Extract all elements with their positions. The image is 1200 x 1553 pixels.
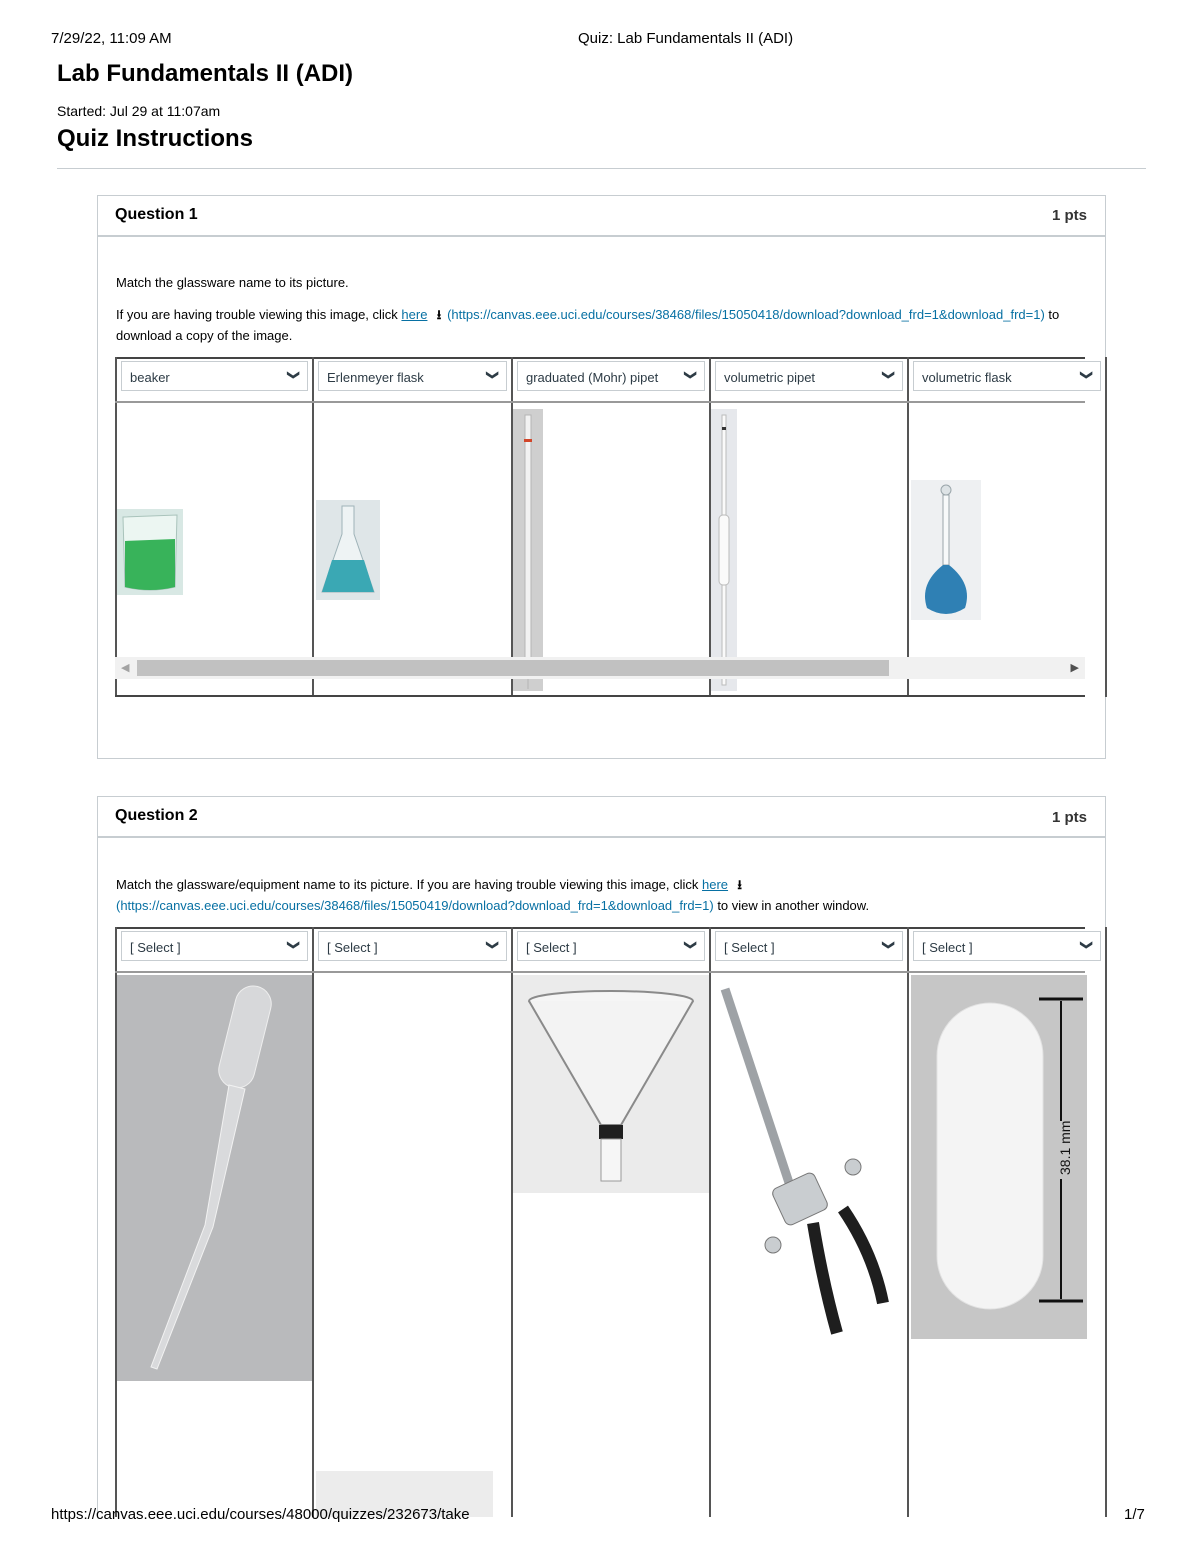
stir-bar-image xyxy=(911,975,1087,1339)
scrollbar-thumb[interactable] xyxy=(137,660,889,676)
help-text: Match the glassware/equipment name to its picture. If you are having trouble viewing this image, click xyxy=(116,877,703,892)
question-1-match-grid xyxy=(115,357,1094,697)
question-1-prompt: Match the glassware name to its picture. xyxy=(116,275,349,290)
graduated-pipet-image xyxy=(513,409,543,691)
match-column-5 xyxy=(907,357,1107,697)
match-select-2[interactable]: [ Select ] ❯ xyxy=(318,931,507,961)
started-time: Started: Jul 29 at 11:07am xyxy=(57,103,221,119)
question-1-help xyxy=(116,304,1086,346)
download-icon[interactable]: ⭳ xyxy=(737,877,742,892)
chevron-down-icon: ❯ xyxy=(1079,369,1094,381)
download-url[interactable]: (https://canvas.eee.uci.edu/courses/38468/files/15050419/download?download_frd=1&download_frd=1) xyxy=(116,898,714,913)
divider xyxy=(57,168,1146,169)
match-column-2 xyxy=(312,357,513,697)
header-row-divider xyxy=(115,401,1085,403)
question-1 xyxy=(97,195,1106,759)
match-select-3[interactable]: graduated (Mohr) pipet ❯ xyxy=(517,361,705,391)
match-column-4 xyxy=(709,927,909,1517)
beaker-image xyxy=(117,509,183,595)
download-icon[interactable]: ⭳ xyxy=(436,307,442,322)
match-select-3[interactable]: [ Select ] ❯ xyxy=(517,931,705,961)
print-doc-title: Quiz: Lab Fundamentals II (ADI) xyxy=(578,30,794,47)
match-select-1[interactable]: [ Select ] ❯ xyxy=(121,931,308,961)
match-column-1 xyxy=(115,927,314,1517)
print-footer-url: https://canvas.eee.uci.edu/courses/48000/quizzes/232673/take xyxy=(51,1506,470,1523)
download-link-here[interactable]: here xyxy=(702,877,729,892)
horizontal-scrollbar[interactable] xyxy=(115,657,1085,679)
question-2-match-grid xyxy=(115,927,1094,1517)
question-2-prompt xyxy=(116,874,1086,916)
erlenmeyer-flask-image xyxy=(316,500,380,600)
question-2 xyxy=(97,796,1106,1517)
chevron-down-icon: ❯ xyxy=(683,369,698,381)
match-select-4[interactable]: volumetric pipet ❯ xyxy=(715,361,903,391)
chevron-down-icon: ❯ xyxy=(1079,939,1094,951)
download-url[interactable]: (https://canvas.eee.uci.edu/courses/38468/files/15050418/download?download_frd=1&download_frd=1) xyxy=(447,307,1045,322)
chevron-down-icon: ❯ xyxy=(683,939,698,951)
clamp-image xyxy=(713,983,903,1353)
help-text: If you are having trouble viewing this image, click xyxy=(116,307,402,322)
download-link-here[interactable]: here xyxy=(401,307,428,322)
quiz-title: Lab Fundamentals II (ADI) xyxy=(57,60,354,87)
match-select-1[interactable]: beaker ❯ xyxy=(121,361,308,391)
question-2-points: 1 pts xyxy=(1051,809,1087,826)
help-text-line2: download a copy of the image. xyxy=(116,328,293,343)
quiz-instructions-heading: Quiz Instructions xyxy=(57,125,254,152)
chevron-down-icon: ❯ xyxy=(485,369,500,381)
question-2-name: Question 2 xyxy=(115,807,198,824)
question-1-header xyxy=(98,196,1105,237)
match-select-2[interactable]: Erlenmeyer flask ❯ xyxy=(318,361,507,391)
question-1-points: 1 pts xyxy=(1051,207,1087,224)
volumetric-flask-image xyxy=(911,480,981,620)
transfer-pipet-image xyxy=(117,975,312,1381)
help-text-post: to xyxy=(1044,307,1060,322)
help-text-post: to view in another window. xyxy=(713,898,870,913)
chevron-down-icon: ❯ xyxy=(881,939,896,951)
match-select-5[interactable]: [ Select ] ❯ xyxy=(913,931,1101,961)
print-datetime: 7/29/22, 11:09 AM xyxy=(51,30,172,47)
funnel-image xyxy=(513,975,709,1193)
question-2-header xyxy=(98,797,1105,838)
chevron-down-icon: ❯ xyxy=(485,939,500,951)
match-column-5 xyxy=(907,927,1107,1517)
match-column-4 xyxy=(709,357,909,697)
header-row-divider xyxy=(115,971,1085,973)
match-select-4[interactable]: [ Select ] ❯ xyxy=(715,931,903,961)
stir-bar-measurement-label: 38.1 mm xyxy=(1057,1120,1073,1175)
match-column-3 xyxy=(511,357,711,697)
question-1-name: Question 1 xyxy=(115,206,198,223)
chevron-down-icon: ❯ xyxy=(286,369,301,381)
chevron-down-icon: ❯ xyxy=(286,939,301,951)
match-column-3 xyxy=(511,927,711,1517)
scroll-right-icon[interactable]: ▶ xyxy=(1070,662,1079,674)
match-column-1 xyxy=(115,357,314,697)
match-select-5[interactable]: volumetric flask ❯ xyxy=(913,361,1101,391)
grid-bottom-border xyxy=(115,695,1085,697)
scroll-left-icon[interactable]: ◀ xyxy=(121,662,130,674)
match-column-2 xyxy=(312,927,513,1517)
chevron-down-icon: ❯ xyxy=(881,369,896,381)
volumetric-pipet-image xyxy=(711,409,737,691)
print-page-number: 1/7 xyxy=(1124,1506,1145,1523)
